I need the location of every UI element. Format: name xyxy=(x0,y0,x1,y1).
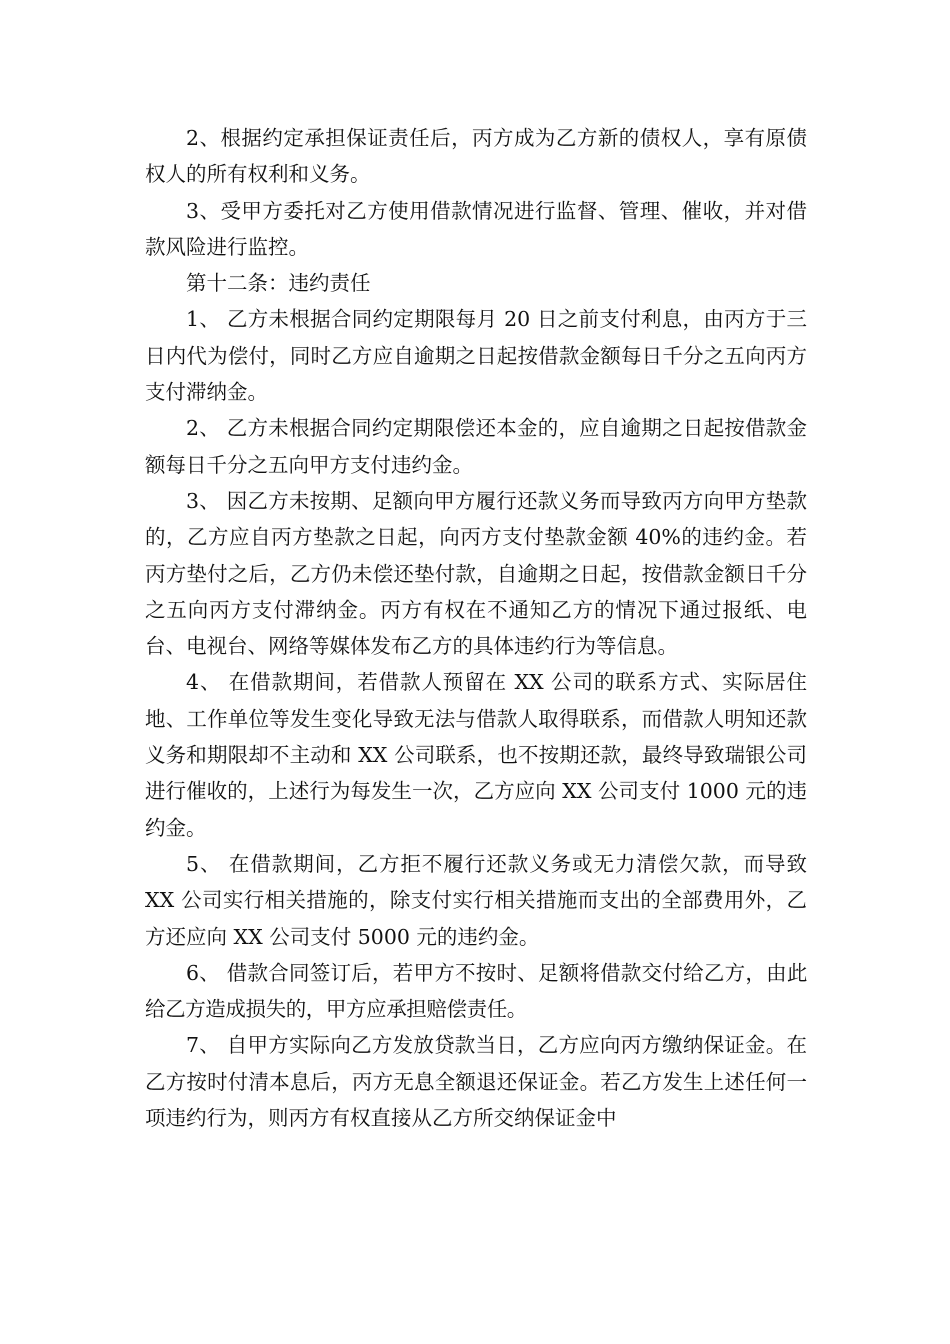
paragraph-late-principal: 2、 乙方未根据合同约定期限偿还本金的，应自逾期之日起按借款金额每日千分之五向甲方支付违约金。 xyxy=(145,416,807,477)
paragraph-contact-change: 4、 在借款期间，若借款人预留在 XX 公司的联系方式、实际居住地、工作单位等发生变化导致无法与借款人取得联系，而借款人明知还款义务和期限却不主动和 XX 公司联系，也不按期还款，最终导致瑞银公司进行催收的，上述行为每发生一次，乙方应向 XX 公司支付 1000 元的违约金。 xyxy=(145,670,807,840)
paragraph-lender-default: 6、 借款合同签订后，若甲方不按时、足额将借款交付给乙方，由此给乙方造成损失的，甲方应承担赔偿责任。 xyxy=(145,960,807,1022)
paragraph-advance-payment: 3、 因乙方未按期、足额向甲方履行还款义务而导致丙方向甲方垫款的，乙方应自丙方垫款之日起，向丙方支付垫款金额 40%的违约金。若丙方垫付之后，乙方仍未偿还垫付款，自逾期之日起，按借款金额日千分之五向丙方支付滞纳金。丙方有权在不通知乙方的情况下通过报纸、电台、电视台、网络等媒体发布乙方的具体违约行为等信息。 xyxy=(145,488,807,659)
paragraph-security-deposit: 7、 自甲方实际向乙方发放贷款当日，乙方应向丙方缴纳保证金。在乙方按时付清本息后，丙方无息全额退还保证金。若乙方发生上述任何一项违约行为，则丙方有权直接从乙方所交纳保证金中 xyxy=(145,1033,807,1131)
document-body xyxy=(145,120,807,1136)
paragraph-guarantee-creditor: 2、根据约定承担保证责任后，丙方成为乙方新的债权人，享有原债权人的所有权利和义务。 xyxy=(145,126,807,187)
paragraph-refusal-to-repay: 5、 在借款期间，乙方拒不履行还款义务或无力清偿欠款，而导致 XX 公司实行相关措施的，除支付实行相关措施而支出的全部费用外，乙方还应向 XX 公司支付 5000 元的违约金。 xyxy=(145,851,807,949)
paragraph-supervision: 3、受甲方委托对乙方使用借款情况进行监督、管理、催收，并对借款风险进行监控。 xyxy=(145,198,807,259)
paragraph-late-interest: 1、 乙方未根据合同约定期限每月 20 日之前支付利息，由丙方于三日内代为偿付，同时乙方应自逾期之日起按借款金额每日千分之五向丙方支付滞纳金。 xyxy=(145,307,807,405)
section-heading-article-12: 第十二条：违约责任 xyxy=(186,271,371,296)
